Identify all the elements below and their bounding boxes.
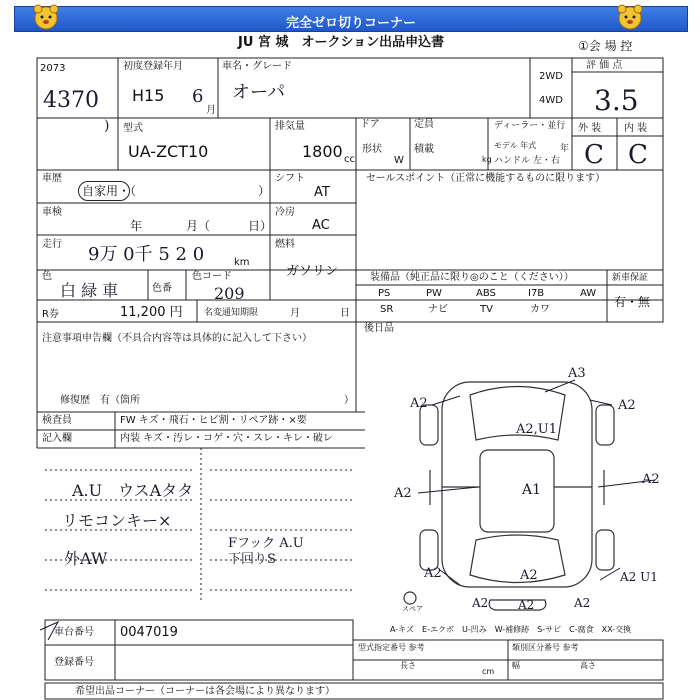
notice-day: 日 bbox=[340, 308, 350, 319]
damage-legend: A-キズ E-エクボ U-凹み W-補修跡 S-サビ C-腐食 XX-交換 bbox=[390, 625, 632, 634]
mascot-right-icon bbox=[618, 5, 642, 29]
inspection-label: 車検 bbox=[42, 207, 62, 218]
first-reg-era: H15 bbox=[132, 86, 165, 105]
equip-navi: ナビ bbox=[428, 304, 448, 315]
form-title: JU 宮 城 オークション出品申込書 bbox=[238, 35, 445, 50]
load-unit: kg bbox=[482, 155, 492, 164]
fuel-value: ガソリン bbox=[286, 264, 339, 279]
new-warranty-label: 新車保証 bbox=[612, 273, 649, 283]
first-reg-label: 初度登録年月 bbox=[123, 61, 183, 72]
drive-2wd: 2WD bbox=[539, 71, 563, 82]
equipment-label: 装備品（純正品に限り◎のこと（ください）） bbox=[370, 272, 574, 283]
new-warranty-value: 有・無 bbox=[614, 295, 651, 309]
mark-left-side: A2 bbox=[394, 486, 412, 501]
footer-label: 希望出品コーナー（コーナーは各会場により異なります） bbox=[75, 686, 335, 697]
mileage-value: 9万 0千 5 2 0 bbox=[88, 244, 205, 265]
recycle-label: R券 bbox=[42, 309, 59, 320]
model-year-label: モデル 年式 bbox=[494, 141, 537, 150]
inspection-month: 月（ bbox=[186, 219, 211, 233]
grade-value: 3.5 bbox=[594, 84, 639, 117]
sales-point-label: セールスポイント（正常に機能するものに限ります） bbox=[366, 173, 606, 184]
history-label: 車歴 bbox=[42, 173, 62, 184]
length-unit: cm bbox=[482, 667, 495, 676]
mark-right-side: A2 bbox=[642, 472, 660, 487]
inspection-day: 日） bbox=[248, 219, 273, 233]
model-value: オーパ bbox=[232, 82, 286, 103]
width-label: 幅 bbox=[512, 661, 520, 670]
disp-value: 1800 bbox=[302, 142, 343, 161]
check-row2-items: 内装 キズ・汚レ・コゲ・穴・スレ・キレ・破レ bbox=[120, 433, 333, 444]
chassis-label: 車台番号 bbox=[54, 627, 94, 638]
mark-hood: A2,U1 bbox=[516, 422, 558, 437]
check-row1-items: FW キズ・飛石・ヒビ割・リペア跡・×要 bbox=[120, 415, 307, 426]
lot-paren: ) bbox=[104, 118, 110, 134]
history-paren-close: ） bbox=[258, 184, 271, 198]
disp-label: 排気量 bbox=[275, 121, 305, 132]
mark-front-left: A2 bbox=[410, 396, 428, 411]
notice-month: 月 bbox=[290, 308, 300, 319]
lot-code: 2073 bbox=[40, 63, 66, 74]
mark-front-right: A2 bbox=[618, 398, 636, 413]
type-approval-label: 型式指定番号 参考 bbox=[358, 643, 425, 652]
dealer-label: ディーラー・並行 bbox=[494, 121, 566, 131]
equip-sr: SR bbox=[380, 304, 394, 315]
check-row1-label: 検査員 bbox=[42, 415, 72, 426]
disp-unit: cc bbox=[344, 154, 355, 165]
shift-label: シフト bbox=[275, 173, 305, 184]
aircon-value: AC bbox=[312, 218, 330, 233]
color-code-label: 色コード bbox=[192, 271, 232, 282]
equip-tv: TV bbox=[480, 304, 493, 315]
type-label: 型式 bbox=[123, 123, 143, 134]
first-reg-month-unit: 月 bbox=[206, 105, 216, 116]
note-line-1: A.U ウスAタタ bbox=[72, 481, 194, 500]
history-value: 自家用・（ bbox=[82, 184, 137, 198]
equip-pw: PW bbox=[426, 288, 442, 299]
color-label: 色 bbox=[42, 271, 52, 282]
notice-label: 名変通知期限 bbox=[204, 308, 259, 318]
repair-close: ） bbox=[344, 395, 354, 406]
note-line-3: 外AW bbox=[64, 549, 108, 568]
mark-rear-left: A2 bbox=[424, 566, 442, 581]
grade-label: 評 価 点 bbox=[586, 60, 623, 71]
type-value: UA-ZCT10 bbox=[128, 142, 209, 161]
note-line-2: リモコンキー× bbox=[62, 511, 172, 530]
equip-aw: AW bbox=[580, 288, 597, 299]
note-right-1: Fフック A.U bbox=[228, 536, 304, 551]
mark-roof: A1 bbox=[522, 482, 542, 498]
equip-ps: PS bbox=[378, 288, 391, 299]
model-label: 車名・グレード bbox=[222, 61, 292, 72]
mark-trunk: A2 bbox=[520, 568, 538, 583]
notes-label: 注意事項申告欄（不具合内容等は具体的に記入して下さい） bbox=[42, 333, 312, 344]
note-right-2: 下回りS bbox=[228, 552, 276, 567]
recycle-value: 11,200 円 bbox=[120, 305, 183, 320]
drive-4wd: 4WD bbox=[539, 95, 563, 106]
aircon-label: 冷房 bbox=[275, 207, 295, 218]
history-circle bbox=[78, 181, 130, 201]
mark-a3: A3 bbox=[568, 366, 586, 381]
lot-number: 4370 bbox=[43, 88, 99, 113]
first-reg-month: 6 bbox=[192, 86, 204, 107]
check-row2-label: 記入欄 bbox=[42, 433, 72, 444]
exterior-value: C bbox=[584, 140, 604, 170]
mark-rear-right: A2 U1 bbox=[620, 570, 658, 584]
equip-i7b: I7B bbox=[528, 288, 545, 299]
color-value: 白 緑 車 bbox=[60, 281, 119, 300]
handle-label: ハンドル 左・右 bbox=[494, 156, 560, 166]
shape-label: 形状 bbox=[362, 144, 382, 155]
equip-kawa: カワ bbox=[530, 304, 550, 315]
year-unit: 年 bbox=[560, 144, 570, 154]
load-label: 積載 bbox=[414, 144, 434, 155]
interior-label: 内 装 bbox=[624, 123, 648, 134]
equip-abs: ABS bbox=[476, 288, 496, 299]
mark-bumper-right: A2 bbox=[574, 596, 591, 610]
banner-title: 完全ゼロ切りコーナー bbox=[285, 16, 416, 31]
door-label: ドア bbox=[360, 119, 380, 130]
length-label: 長さ bbox=[400, 661, 416, 670]
mark-bumper-mid: A2 bbox=[518, 598, 535, 612]
venue-label: ①会 場 控 bbox=[578, 39, 633, 53]
seats-label: 定員 bbox=[414, 119, 434, 130]
color-code-value: 209 bbox=[214, 284, 245, 303]
shape-value: W bbox=[394, 155, 404, 166]
mileage-label: 走行 bbox=[42, 239, 62, 250]
mascot-left-icon bbox=[34, 5, 58, 29]
after-label: 後日品 bbox=[364, 323, 394, 334]
inspection-year: 年 bbox=[130, 219, 143, 233]
shift-value: AT bbox=[314, 185, 330, 200]
color-no-label: 色番 bbox=[152, 283, 172, 294]
exterior-label: 外 装 bbox=[578, 123, 602, 134]
interior-value: C bbox=[628, 140, 648, 170]
spare-label: スペア bbox=[402, 605, 423, 613]
mark-bumper-left: A2 bbox=[472, 596, 489, 610]
mileage-unit: km bbox=[234, 257, 250, 268]
repair-label: 修復歴 有（箇所 bbox=[60, 395, 140, 406]
class-number-label: 類別区分番号 参考 bbox=[512, 643, 579, 652]
plate-label: 登録番号 bbox=[54, 657, 94, 668]
chassis-value: 0047019 bbox=[120, 625, 178, 640]
height-label: 高さ bbox=[580, 661, 596, 670]
fuel-label: 燃料 bbox=[275, 239, 295, 250]
